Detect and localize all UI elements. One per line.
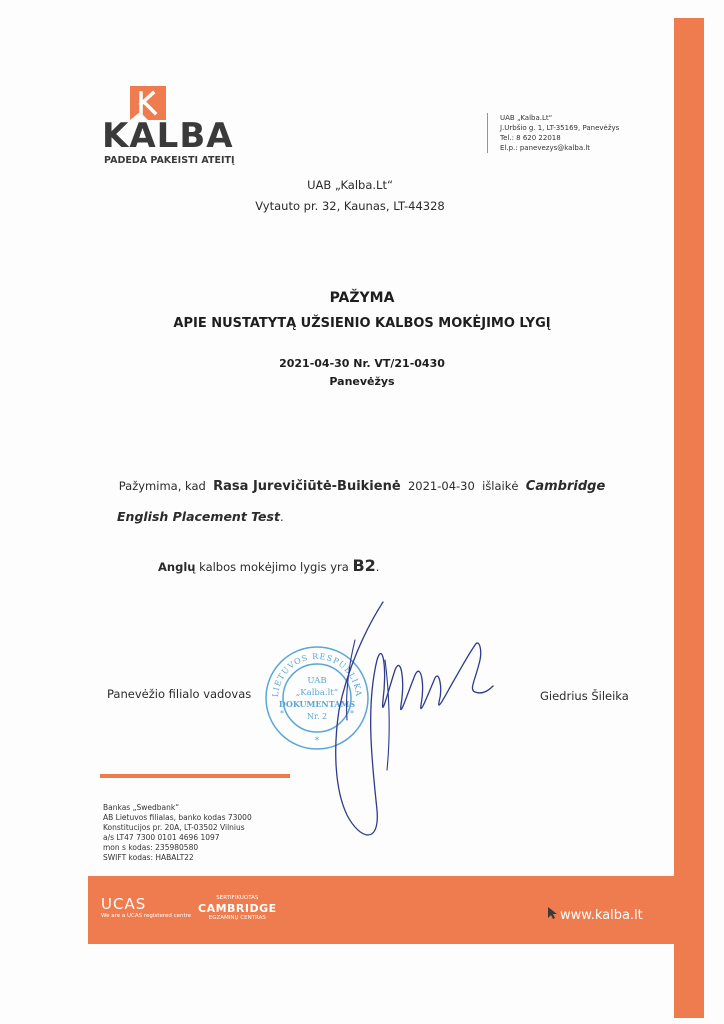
right-accent-stripe (674, 18, 704, 1018)
document-subtitle: APIE NUSTATYTĄ UŽSIENIO KALBOS MOKĖJIMO LYGĮ (173, 316, 551, 331)
cambridge-wordmark: CAMBRIDGE (198, 902, 277, 915)
orange-k-mark-icon (128, 86, 168, 120)
branch-contact (487, 113, 619, 153)
cursor-arrow-icon (548, 907, 557, 923)
bank-divider-line (100, 774, 290, 778)
language-name: Anglų (158, 560, 196, 574)
ucas-subtitle: We are a UCAS registered centre (101, 913, 192, 919)
bank-line: a/s LT47 7300 0101 4696 1097 (103, 833, 220, 842)
bank-line: Bankas „Swedbank“ (103, 803, 180, 812)
bank-line: AB Lietuvos filialas, banko kodas 73000 (103, 813, 252, 822)
stamp-ring-text: LIETUVOS RESPUBLIKA (270, 651, 364, 698)
issuer-address: Vytauto pr. 32, Kaunas, LT-44328 (255, 199, 445, 213)
passed-word: išlaikė (482, 479, 519, 493)
stamp-line2: „Kalba.lt“ (295, 688, 339, 698)
level-value: B2 (352, 556, 376, 575)
person-name: Rasa Jurevičiūtė-Buikienė (213, 479, 401, 494)
signatory-name: Giedrius Šileika (540, 689, 629, 703)
svg-text:*: * (350, 709, 354, 718)
level-period: . (375, 560, 380, 574)
cambridge-centre-logo (198, 895, 277, 922)
bank-details (103, 803, 252, 863)
svg-text:*: * (314, 736, 320, 746)
kalba-logo (102, 84, 242, 174)
contact-company: UAB „Kalba.Lt“ (500, 114, 553, 122)
exam-name-part1: Cambridge (525, 479, 606, 494)
stamp-line3: DOKUMENTAMS (278, 699, 356, 709)
contact-address: J.Urbšio g. 1, LT-35169, Panevėžys (500, 124, 620, 132)
ucas-logo (101, 896, 191, 920)
exam-name-part2: English Placement Test (117, 509, 280, 524)
bank-line: mon s kodas: 235980580 (103, 843, 199, 852)
website-link[interactable] (548, 907, 643, 923)
issuer-name: UAB „Kalba.Lt“ (307, 178, 393, 192)
svg-text:*: * (280, 709, 284, 718)
brand-name: KALBA (102, 116, 234, 156)
certificate-statement-cont (117, 509, 284, 524)
brand-tagline: PADEDA PAKEISTI ATEITĮ (104, 155, 235, 166)
bank-line: SWIFT kodas: HABALT22 (103, 853, 194, 862)
contact-phone: Tel.: 8 620 22018 (500, 134, 561, 142)
ucas-wordmark: UCAS (101, 895, 147, 913)
stamp-line1: UAB (307, 676, 327, 686)
level-text: kalbos mokėjimo lygis yra (199, 560, 349, 574)
level-statement (158, 556, 379, 575)
website-url[interactable]: www.kalba.lt (560, 908, 643, 923)
signatory-role: Panevėžio filialo vadovas (107, 687, 252, 701)
handwritten-signature (325, 600, 495, 850)
exam-date: 2021-04-30 (407, 479, 475, 493)
certificate-statement (0, 479, 724, 494)
cambridge-bottom-text: EGZAMINŲ CENTRAS (208, 915, 266, 921)
contact-email: El.p.: panevezys@kalba.lt (500, 144, 591, 152)
stamp-line4: Nr. 2 (306, 712, 328, 721)
document-date-number: 2021-04-30 Nr. VT/21-0430 (279, 357, 445, 370)
document-place: Panevėžys (329, 375, 395, 388)
statement-intro: Pažymima, kad (118, 479, 206, 493)
cambridge-top-text: SERTIFIKUOTAS (216, 895, 259, 901)
document-title: PAŽYMA (329, 290, 395, 306)
statement-period: . (279, 510, 284, 524)
bank-line: Konstitucijos pr. 20A, LT-03502 Vilnius (103, 823, 245, 832)
